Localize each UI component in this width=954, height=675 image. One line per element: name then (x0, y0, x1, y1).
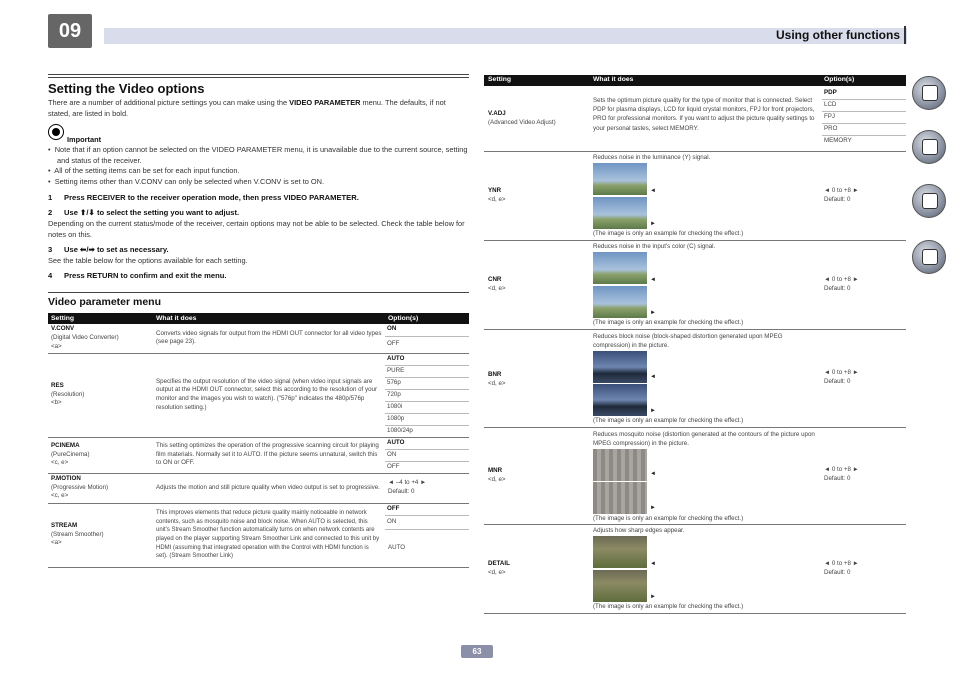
right-arrow-icon: ► (650, 505, 656, 511)
example-image-noisy (593, 163, 647, 195)
list-item: • Setting items other than V.CONV can only be selected when V.CONV is set to ON. (48, 176, 325, 186)
table-row: MNR <d, e> Reduces mosquito noise (distortion generated at the contours of the picture upon MPEG compression) in the picture. ◄ ► (The image is only an example for checking the effect.) ◄ 0 to +8 ► Default: 0 (484, 429, 906, 525)
table-row: V.CONV (Digital Video Converter) <a> Converts video signals for output from the HDMI OUT connector for all video types (see page 23). ON (48, 324, 469, 336)
table-row: CNR <d, e> Reduces noise in the input's color (C) signal. ◄ ► (The image is only an example for checking the effect.) ◄ 0 to +8 ► Default: 0 (484, 242, 906, 330)
example-image-noisy (593, 351, 647, 383)
contents-book-icon[interactable] (912, 76, 946, 110)
step-4: 4 Press RETURN to confirm and exit the menu. (48, 271, 227, 280)
step-2-note: Depending on the current status/mode of the receiver, certain options may not be able to be selected. Check the table below for notes on this. (48, 219, 465, 239)
section-title: Setting the Video options (48, 81, 205, 96)
left-arrow-icon: ◄ (650, 471, 656, 477)
troubleshooting-icon[interactable] (912, 184, 946, 218)
table-row: DETAIL <d, e> Adjusts how sharp edges appear. ◄ ► (The image is only an example for checking the effect.) ◄ 0 to +8 ► Default: 0 (484, 526, 906, 614)
col-options: Option(s) (385, 313, 469, 324)
right-arrow-icon: ► (650, 221, 656, 227)
table-row: V.ADJ (Advanced Video Adjust) Sets the optimum picture quality for the type of monitor that is connected. Select PDP for plasma displays, LCD for liquid crystal monitors, FPJ for front projectors, PRO for professional monitors. If you want to adjust the picture quality settings to your personal tastes, select MEMORY. PDP LCD FPJ PRO MEMORY (484, 86, 906, 152)
col-options: Option(s) (824, 76, 855, 83)
table-row: STREAM (Stream Smoother) <a> This improves elements that reduce picture quality mainly noticeable in network contents, such as mosquito noise and block noise. When AUTO is selected, this unit's Stream Smoother function automatically turns on when network contents are played on the player supporting Stream Smoother Link and connected to this unit by HDMI (assuming that integrated operation with the Control with HDMI function is set). (Stream Smoother Link) OFF (48, 503, 469, 515)
table-row: YNR <d, e> Reduces noise in the luminance (Y) signal. ◄ ► (The image is only an example for checking the effect.) ◄ 0 to +8 ► Default: 0 (484, 153, 906, 241)
col-setting: Setting (488, 76, 512, 83)
table-row: BNR <d, e> Reduces block noise (block-shaped distortion generated upon MPEG compression) in the picture. ◄ ► (The image is only an example for checking the effect.) ◄ 0 to +8 ► Default: 0 (484, 331, 906, 428)
page-number: 63 (461, 645, 493, 658)
section-rule (48, 77, 469, 78)
example-image-soft (593, 536, 647, 568)
video-parameter-table-left: Setting What it does Option(s) V.CONV (Digital Video Converter) <a> Converts video signals for output from the HDMI OUT connector for all video types (see page 23). ON OFF RES (Resolution) <b> Specifies the output resolution of the video signal (when video input signals are output at the HDMI OUT connector, select this according to the resolution of your monitor and the images you wish to watch). ("576p" indicates the 480p/576p resolution setting.) AUTO PURE 576p 720p 1080i 1080p 1080/24p PCINEMA (PureCinema) <c, e> This setting optimizes the operation of the progressive scanning circuit for playing film materials. Normally set it to AUTO. If the picture seems unnatural, switch this to ON or OFF. AUTO ON OFF P.MOTION (Progressive Motion) <c, e> Adjusts the motion and still picture quality when video output is set to progressive. ◄ –4 to +4 ► Default: 0 STREAM (Stream Smoother) <a> This improves elements that reduce picture quality mainly noticeable in network contents, such as mosquito noise and block noise. When AUTO is selected, this unit's Stream Smoother function automatically turns on when network contents are played on the player supporting Stream Smoother Link and connected to this unit by HDMI (assuming that integrated operation with the Control with HDMI function is set). (Stream Smoother Link) OFF ON AUTO (48, 313, 469, 568)
header-title: Using other functions (776, 26, 906, 44)
example-image-clean (593, 286, 647, 318)
col-what: What it does (593, 76, 634, 83)
important-list (48, 145, 470, 187)
example-image-clean (593, 197, 647, 229)
table-row: PCINEMA (PureCinema) <c, e> This setting optimizes the operation of the progressive scanning circuit for playing film materials. Normally set it to AUTO. If the picture seems unnatural, switch this to ON or OFF. AUTO (48, 437, 469, 449)
right-arrow-icon: ► (650, 594, 656, 600)
right-table-header (484, 75, 906, 86)
list-item: • All of the setting items can be set for each input function. (48, 166, 240, 175)
important-label: Important (67, 135, 102, 144)
example-image-noisy (593, 252, 647, 284)
left-arrow-icon: ◄ (650, 561, 656, 567)
example-image-clean (593, 482, 647, 514)
menu-title: Video parameter menu (48, 296, 162, 308)
left-arrow-icon: ◄ (650, 374, 656, 380)
list-item: • Note that if an option cannot be selected on the VIDEO PARAMETER menu, it is unavailable due to the current source, setting and status of the receiver. (48, 145, 468, 165)
col-what: What it does (153, 313, 385, 324)
col-setting: Setting (48, 313, 153, 324)
right-arrow-icon: ► (650, 310, 656, 316)
front-panel-icon[interactable] (912, 130, 946, 164)
important-icon (48, 124, 64, 140)
step-3: 3 Use ⬅/➡ to set as necessary. (48, 245, 169, 254)
table-row: RES (Resolution) <b> Specifies the output resolution of the video signal (when video input signals are output at the HDMI OUT connector, select this according to the resolution of your monitor and the images you wish to watch). ("576p" indicates the 480p/576p resolution setting.) AUTO (48, 353, 469, 365)
right-arrow-icon: ► (650, 408, 656, 414)
index-icon[interactable] (912, 240, 946, 274)
table-row: P.MOTION (Progressive Motion) <c, e> Adjusts the motion and still picture quality when video output is set to progressive. ◄ –4 to +4 ► Default: 0 (48, 473, 469, 503)
intro-text: There are a number of additional picture settings you can make using the VIDEO PARAMETER menu. The defaults, if not stated, are listed in bold. (48, 98, 446, 118)
example-image-noisy (593, 449, 647, 481)
step-2: 2 Use ⬆/⬇ to select the setting you want to adjust. (48, 208, 240, 217)
menu-rule (48, 292, 469, 293)
left-arrow-icon: ◄ (650, 188, 656, 194)
step-3-note: See the table below for the options available for each setting. (48, 256, 248, 265)
section-rule (48, 74, 469, 75)
step-1: 1 Press RECEIVER to the receiver operation mode, then press VIDEO PARAMETER. (48, 193, 359, 202)
left-arrow-icon: ◄ (650, 277, 656, 283)
example-image-sharp (593, 570, 647, 602)
chapter-number: 09 (48, 14, 92, 48)
example-image-clean (593, 384, 647, 416)
